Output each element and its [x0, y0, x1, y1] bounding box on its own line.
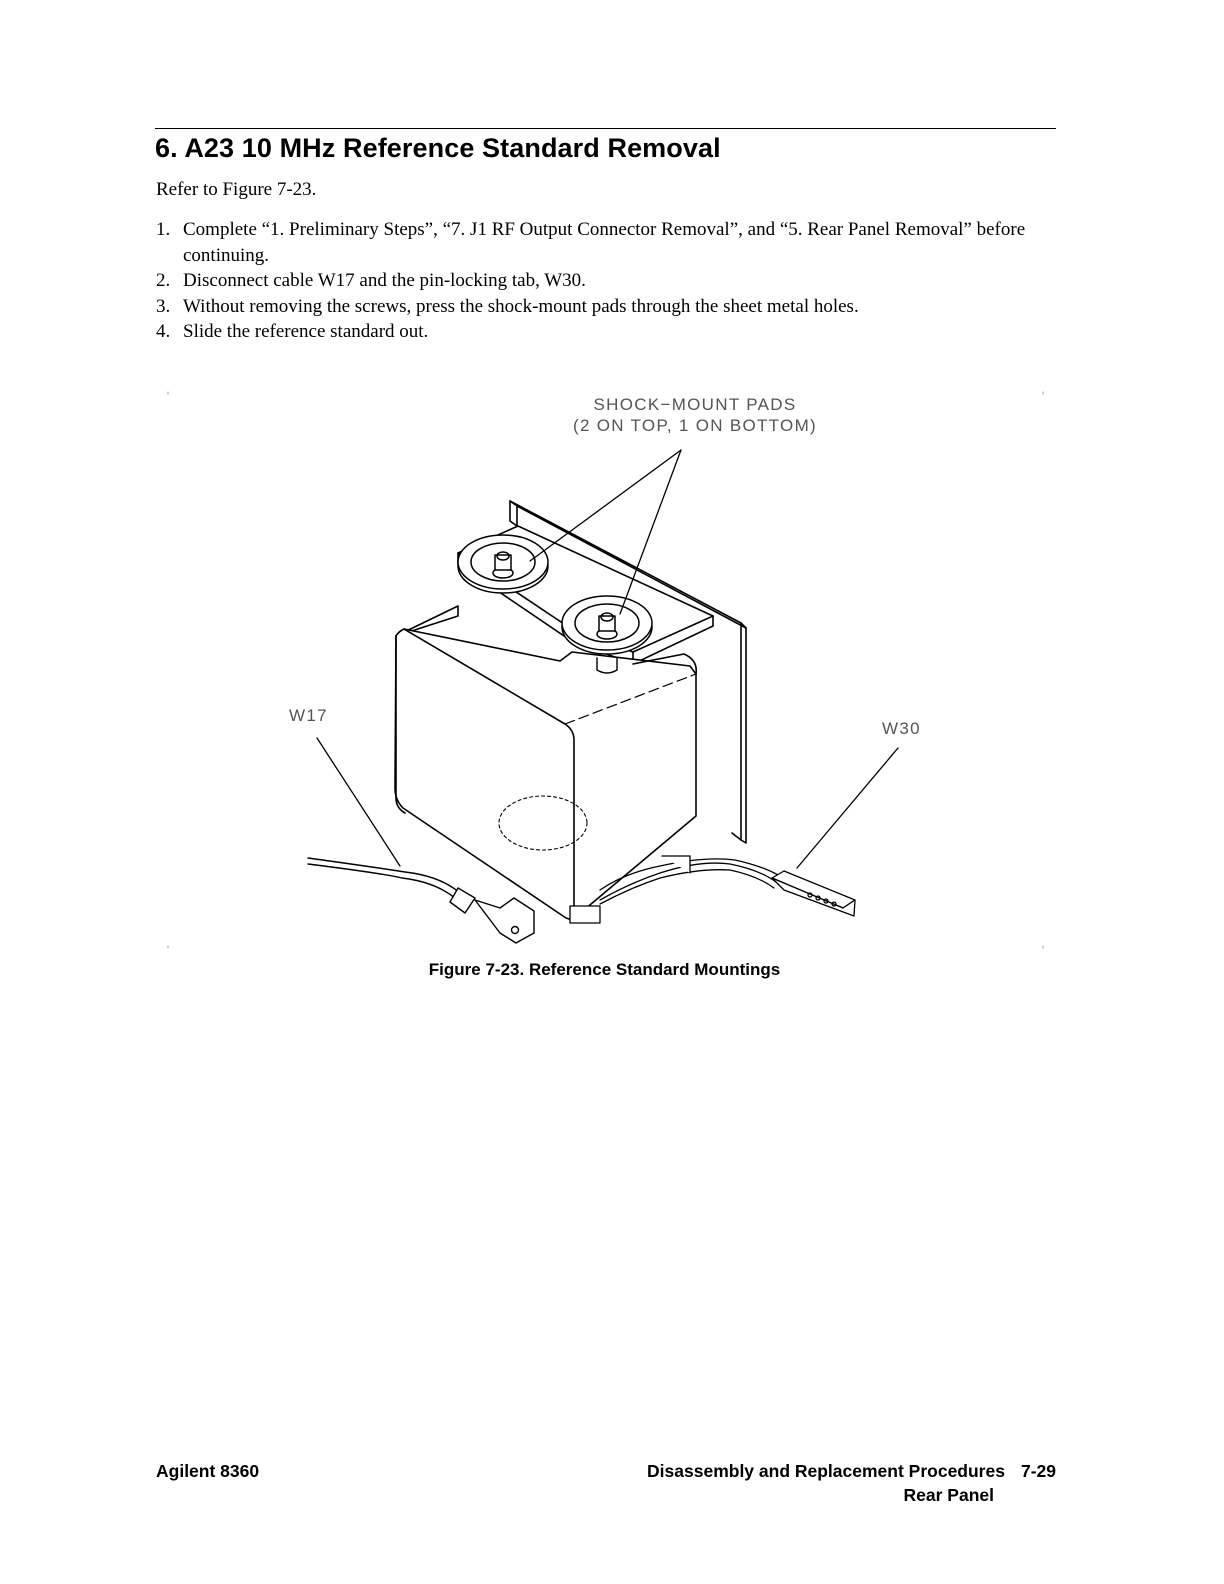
step-item	[156, 268, 1056, 294]
step-item	[156, 217, 1056, 268]
figure-reference-text: Refer to Figure 7-23.	[156, 179, 317, 200]
footer-subsection: Rear Panel	[903, 1485, 994, 1505]
shock-mount-pads-label	[520, 394, 870, 436]
shock-mount-pad-bottom	[597, 658, 617, 673]
step-text: Slide the reference standard out.	[183, 321, 429, 342]
shock-mount-pad-left	[458, 535, 548, 593]
page-number: 7-29	[1020, 1461, 1056, 1481]
header-rule	[155, 128, 1056, 129]
shock-mount-pads-label-line2: (2 ON TOP, 1 ON BOTTOM)	[572, 416, 818, 435]
reference-standard-figure	[160, 378, 1060, 958]
section-title: 6. A23 10 MHz Reference Standard Removal	[155, 133, 721, 163]
figure-caption: Figure 7-23. Reference Standard Mountings	[428, 960, 781, 979]
step-number: 4.	[156, 321, 171, 342]
w30-label: W30	[882, 719, 921, 738]
footer-product: Agilent 8360	[156, 1461, 260, 1481]
step-number: 2.	[156, 270, 171, 291]
step-text: Disconnect cable W17 and the pin-locking tab, W30.	[183, 270, 586, 291]
step-item	[156, 294, 1056, 320]
step-number: 1.	[156, 219, 171, 240]
w17-label: W17	[289, 706, 328, 725]
footer-chapter-title: Disassembly and Replacement Procedures	[647, 1461, 1005, 1481]
step-text: Complete “1. Preliminary Steps”, “7. J1 RF Output Connector Removal”, and “5. Rear Panel Removal” before continuing.	[183, 219, 1026, 266]
step-number: 3.	[156, 295, 171, 317]
footer-chapter	[647, 1461, 1056, 1482]
reference-standard-box	[395, 606, 696, 920]
cable-w30	[600, 859, 855, 916]
step-item	[156, 319, 1056, 345]
procedure-steps	[156, 217, 1056, 345]
shock-mount-pads-label-line1: SHOCK−MOUNT PADS	[593, 395, 797, 414]
shock-mount-pad-right	[562, 596, 652, 654]
step-text: Without removing the screws, press the shock-mount pads through the sheet metal holes.	[183, 295, 859, 317]
reference-standard-illustration	[160, 378, 1060, 958]
